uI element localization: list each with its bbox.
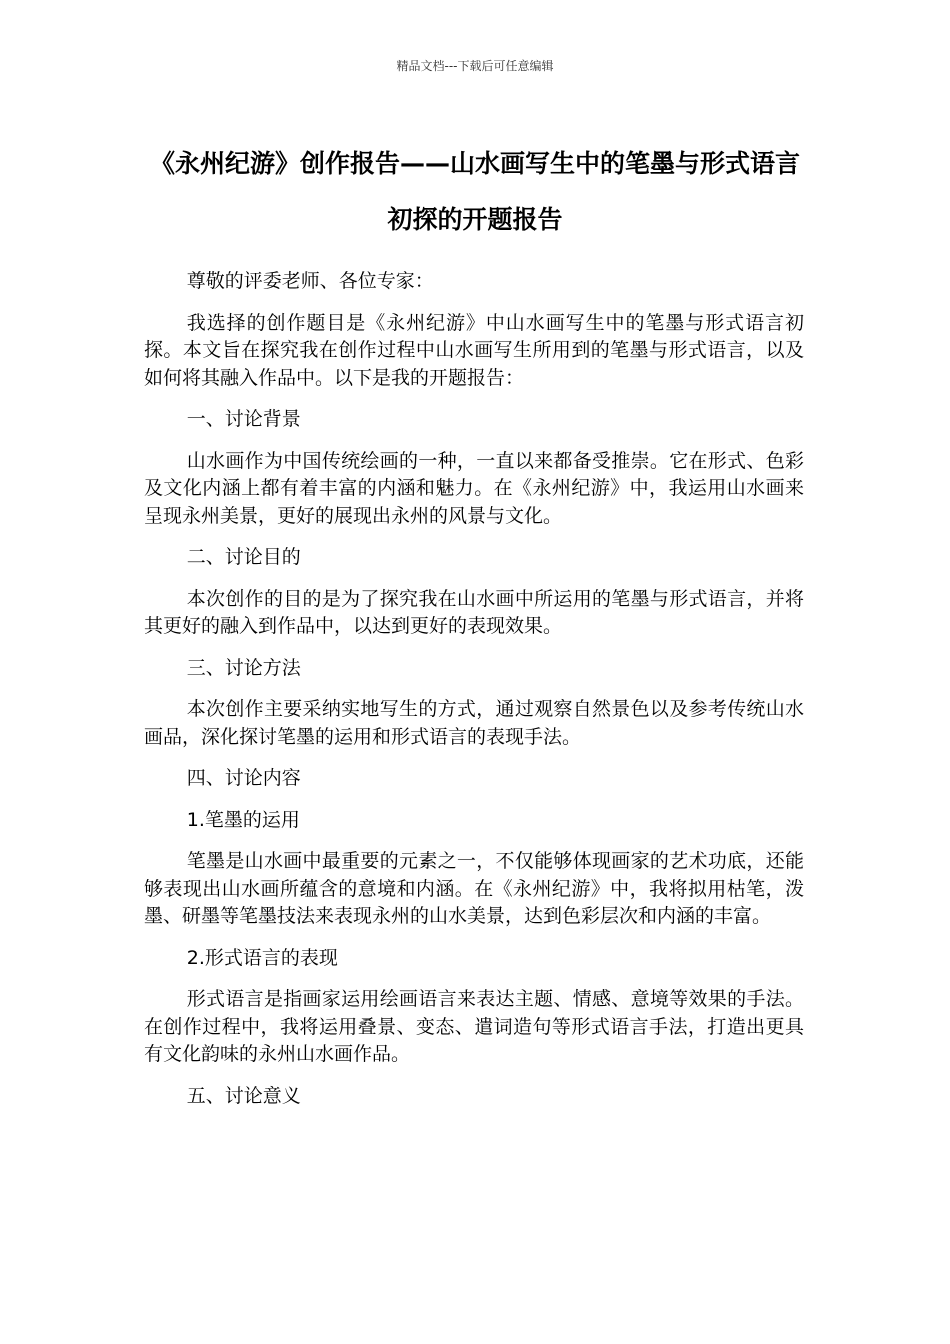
section-heading-purpose: 二、讨论目的: [186, 546, 301, 568]
salutation: 尊敬的评委老师、各位专家：: [186, 270, 434, 292]
section-heading-method: 三、讨论方法: [186, 656, 301, 679]
brushwork-paragraph: 笔墨是山水画中最重要的元素之一，不仅能够体现画家的艺术功底，还能够表现出山水画所蕴含的意境和内涵。在《永州纪游》中，我将拟用枯笔，泼墨、研墨等笔墨技法来表现永州的山水美景，达到色彩层次和内涵的丰富。: [144, 850, 804, 927]
section-heading-significance: 五、讨论意义: [186, 1084, 301, 1107]
formal-language-paragraph: 形式语言是指画家运用绘画语言来表达主题、情感、意境等效果的手法。在创作过程中，我将运用叠景、变态、遣词造句等形式语言手法，打造出更具有文化韵味的永州山水画作品。: [144, 988, 804, 1065]
section-heading-content: 四、讨论内容: [186, 767, 301, 789]
page-header: 精品文档---下载后可任意编辑: [396, 59, 554, 73]
subheading-formal-language: 2.形式语言的表现: [186, 946, 338, 969]
purpose-paragraph: 本次创作的目的是为了探究我在山水画中所运用的笔墨与形式语言，并将其更好的融入到作品中，以达到更好的表现效果。: [144, 587, 804, 637]
document-title: 《永州纪游》创作报告——山水画写生中的笔墨与形式语言初探的开题报告: [149, 149, 800, 234]
document-body: [144, 268, 804, 1124]
method-paragraph: 本次创作主要采纳实地写生的方式，通过观察自然景色以及参考传统山水画品，深化探讨笔墨的运用和形式语言的表现手法。: [144, 698, 804, 748]
section-heading-background: 一、讨论背景: [186, 408, 301, 430]
intro-paragraph: 我选择的创作题目是《永州纪游》中山水画写生中的笔墨与形式语言初探。本文旨在探究我在创作过程中山水画写生所用到的笔墨与形式语言，以及如何将其融入作品中。以下是我的开题报告：: [144, 311, 804, 389]
background-paragraph: 山水画作为中国传统绘画的一种，一直以来都备受推崇。它在形式、色彩及文化内涵上都有着丰富的内涵和魅力。在《永州纪游》中，我运用山水画来呈现永州美景，更好的展现出永州的风景与文化。: [144, 449, 804, 527]
subheading-brushwork: 1.笔墨的运用: [186, 808, 300, 831]
